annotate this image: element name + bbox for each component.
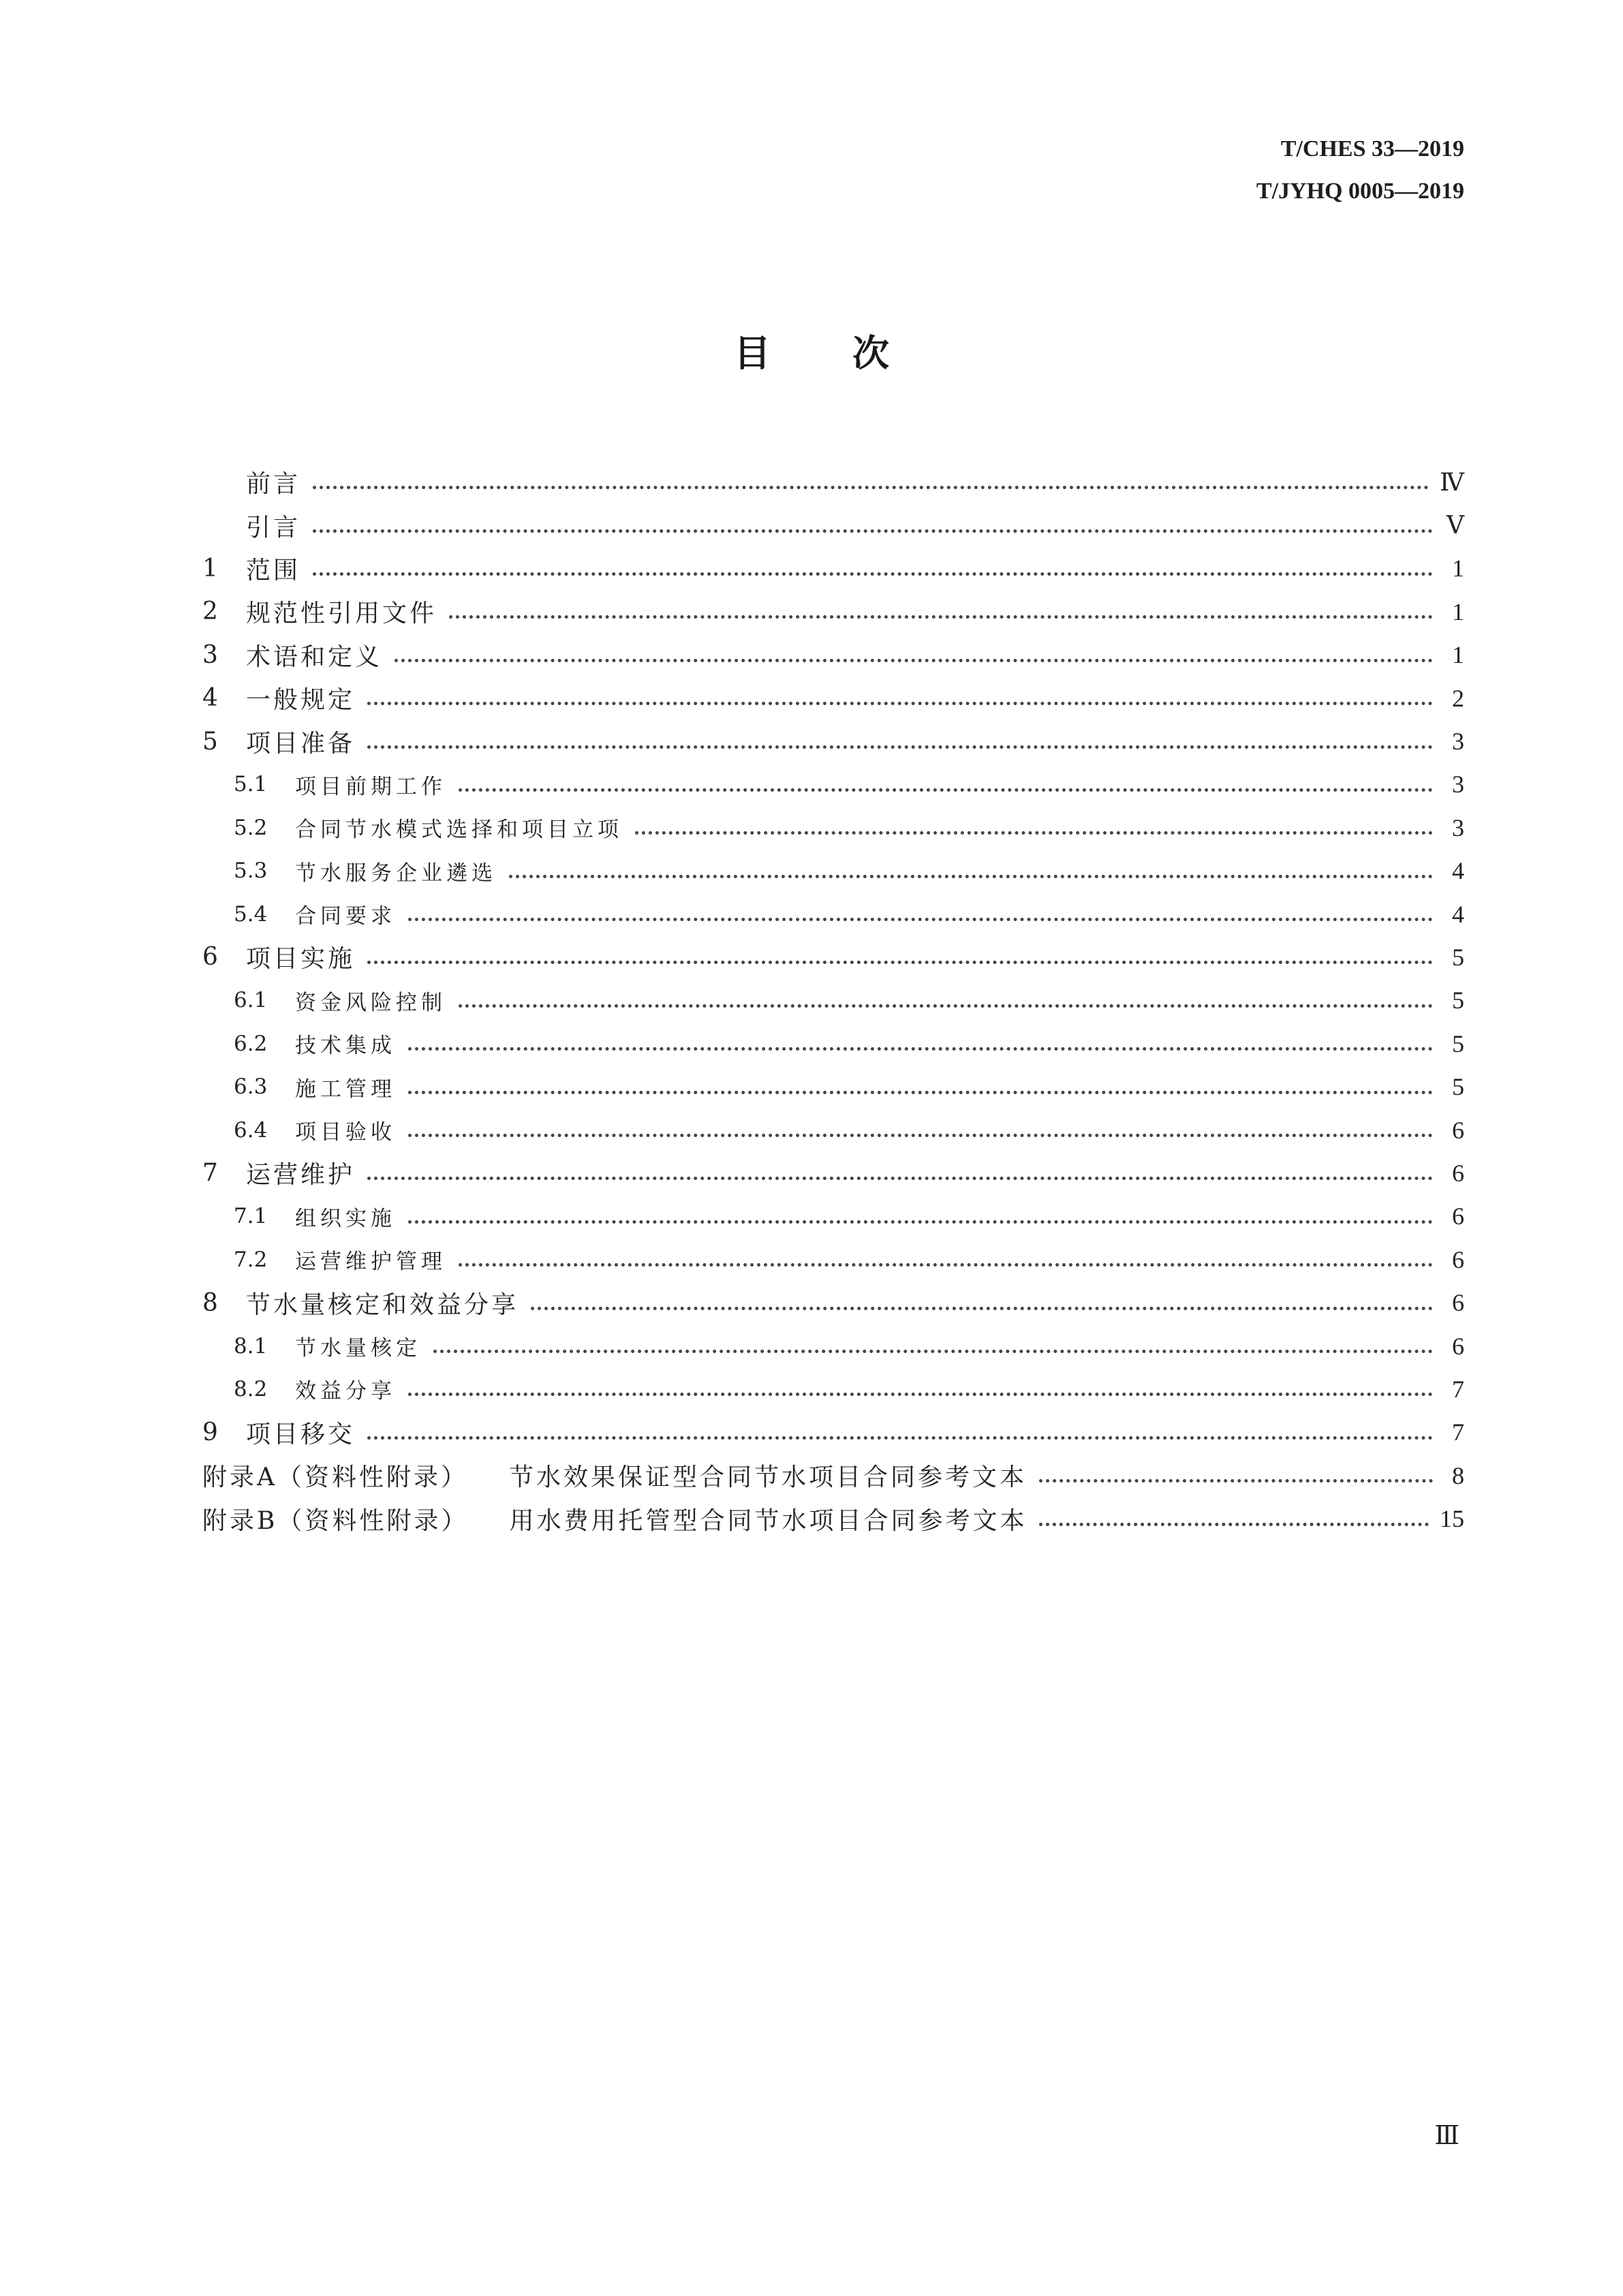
toc-entry-page: 7: [1452, 1375, 1464, 1403]
toc-entry-title: 规范性引用文件: [246, 600, 437, 628]
toc-entry-title: 资金风险控制: [295, 990, 446, 1015]
toc-entry-leader-dots: [313, 529, 1433, 533]
toc-entry-title: 节水服务企业遴选: [295, 860, 497, 886]
toc-entry[interactable]: [202, 1065, 1464, 1108]
toc-entry-page: 5: [1452, 943, 1464, 971]
toc-entry-number: 6: [202, 943, 218, 972]
toc-entry-number: 6.2: [234, 1031, 268, 1056]
toc-entry-page: 6: [1452, 1116, 1464, 1144]
toc-entry-leader-dots: [313, 572, 1433, 576]
toc-entry-title: 节水量核定和效益分享: [246, 1290, 519, 1319]
toc-entry-title: 合同节水模式选择和项目立项: [295, 818, 623, 843]
toc-entry[interactable]: [202, 893, 1464, 935]
toc-entry[interactable]: [202, 590, 1464, 633]
toc-entry-appendix-label: 附录A（资料性附录）: [202, 1463, 468, 1492]
toc-entry-leader-dots: [635, 831, 1433, 835]
toc-entry-title: 引言: [246, 513, 301, 542]
toc-entry[interactable]: [202, 763, 1464, 806]
toc-entry-page: 2: [1452, 684, 1464, 712]
toc-entry-number: 5.4: [234, 901, 268, 927]
toc-entry-page: 8: [1452, 1461, 1464, 1489]
toc-entry-number: 9: [202, 1418, 218, 1446]
toc-entry-page: 1: [1452, 641, 1464, 669]
toc-entry-title: 合同要求: [295, 904, 396, 929]
toc-entry-page: Ⅳ: [1440, 468, 1464, 496]
toc-entry-page: 6: [1452, 1159, 1464, 1187]
toc-entry-leader-dots: [367, 745, 1433, 749]
toc-entry-title: 项目前期工作: [295, 774, 446, 799]
toc-entry-title: 施工管理: [295, 1076, 396, 1102]
toc-entry-page: Ⅴ: [1447, 512, 1464, 540]
toc-entry-title: 运营维护管理: [295, 1250, 446, 1275]
toc-entry-number: 5.3: [234, 858, 268, 884]
toc-entry-title: 效益分享: [295, 1379, 396, 1404]
toc-entry-number: 1: [202, 554, 218, 583]
toc-entry-title: 用水费用托管型合同节水项目合同参考文本: [509, 1506, 1027, 1535]
toc-entry-number: 8: [202, 1288, 218, 1317]
toc-entry-page: 4: [1452, 900, 1464, 928]
toc-entry-leader-dots: [395, 659, 1433, 662]
toc-entry-leader-dots: [408, 1220, 1433, 1224]
standard-code-jyhq: T/JYHQ 0005—2019: [1256, 179, 1464, 204]
toc-entry[interactable]: [202, 1195, 1464, 1238]
toc-entry-leader-dots: [459, 1263, 1433, 1267]
toc-entry-leader-dots: [509, 875, 1433, 878]
toc-entry-page: 6: [1452, 1203, 1464, 1230]
toc-entry-number: 4: [202, 684, 218, 713]
toc-entry-page: 15: [1440, 1505, 1464, 1533]
toc-entry-number: 5.1: [234, 772, 268, 797]
toc-entry[interactable]: [202, 677, 1464, 719]
toc-entry[interactable]: [202, 1324, 1464, 1367]
toc-entry[interactable]: [202, 503, 1464, 546]
toc-entry-title: 前言: [246, 470, 301, 499]
toc-entry-leader-dots: [408, 1393, 1433, 1396]
toc-entry-page: 3: [1452, 813, 1464, 841]
toc-entry-page: 5: [1452, 1073, 1464, 1101]
toc-entry-page: 6: [1452, 1245, 1464, 1273]
toc-entry-page: 1: [1452, 598, 1464, 625]
toc-entry-title: 项目准备: [246, 729, 356, 758]
page-title: 目次: [734, 331, 971, 375]
toc-entry-leader-dots: [367, 1436, 1433, 1440]
toc-entry-title: 技术集成: [295, 1034, 396, 1059]
toc-entry-title: 范围: [246, 556, 301, 585]
toc-entry-number: 2: [202, 598, 218, 626]
toc-entry[interactable]: [202, 461, 1464, 503]
toc-entry-title: 节水效果保证型合同节水项目合同参考文本: [509, 1463, 1027, 1492]
toc-entry-page: 1: [1452, 555, 1464, 583]
toc-entry-leader-dots: [367, 702, 1433, 705]
toc-entry-leader-dots: [408, 1091, 1433, 1094]
toc-entry-leader-dots: [408, 1134, 1433, 1137]
toc-entry-title: 一般规定: [246, 686, 356, 715]
toc-entry[interactable]: [202, 1108, 1464, 1151]
toc-entry-page: 3: [1452, 771, 1464, 798]
toc-entry[interactable]: [202, 1238, 1464, 1281]
toc-entry-leader-dots: [449, 615, 1433, 619]
toc-entry-number: 7: [202, 1159, 218, 1188]
toc-entry-leader-dots: [1039, 1479, 1433, 1483]
toc-entry-leader-dots: [531, 1307, 1433, 1310]
toc-entry-title: 项目移交: [246, 1420, 356, 1448]
toc-entry[interactable]: [202, 1151, 1464, 1194]
toc-entry-page: 5: [1452, 1029, 1464, 1057]
toc-entry-leader-dots: [408, 918, 1433, 921]
toc-entry[interactable]: [202, 979, 1464, 1022]
toc-entry[interactable]: [202, 1497, 1464, 1540]
toc-entry-number: 8.1: [234, 1333, 268, 1359]
toc-entry[interactable]: [202, 806, 1464, 849]
toc-entry[interactable]: [202, 1454, 1464, 1497]
toc-entry-leader-dots: [408, 1047, 1433, 1051]
toc-entry[interactable]: [202, 850, 1464, 893]
toc-entry-leader-dots: [459, 1004, 1433, 1008]
toc-entry[interactable]: [202, 1411, 1464, 1454]
toc-entry[interactable]: [202, 935, 1464, 978]
toc-entry[interactable]: [202, 719, 1464, 762]
toc-entry-number: 6.3: [234, 1074, 268, 1100]
toc-entry-number: 8.2: [234, 1376, 268, 1401]
toc-entry-number: 3: [202, 640, 218, 669]
toc-entry-title: 项目验收: [295, 1120, 396, 1145]
toc-entry-page: 6: [1452, 1289, 1464, 1317]
standard-codes: [1256, 128, 1464, 213]
toc-entry-leader-dots: [367, 1177, 1433, 1180]
toc-entry-title: 运营维护: [246, 1161, 356, 1190]
toc-entry[interactable]: [202, 547, 1464, 590]
toc-entry-title: 组织实施: [295, 1206, 396, 1231]
toc-entry[interactable]: [202, 1022, 1464, 1065]
toc-entry-page: 7: [1452, 1418, 1464, 1446]
toc-entry-number: 5.2: [234, 815, 268, 840]
toc-entry-title: 项目实施: [246, 945, 356, 974]
toc-entry-appendix-label: 附录B（资料性附录）: [202, 1506, 469, 1535]
toc-entry-number: 6.4: [234, 1117, 268, 1143]
toc-entry-leader-dots: [313, 486, 1429, 489]
toc-entry-leader-dots: [1039, 1523, 1429, 1526]
toc-entry-leader-dots: [367, 961, 1433, 964]
toc-entry-title: 术语和定义: [246, 642, 383, 671]
toc-entry-number: 5: [202, 727, 218, 756]
toc-entry-title: 节水量核定: [295, 1336, 421, 1361]
toc-entry-page: 6: [1452, 1332, 1464, 1360]
page-number: Ⅲ: [1434, 2122, 1459, 2150]
standard-code-ches: T/CHES 33—2019: [1280, 136, 1464, 161]
toc-entry-page: 5: [1452, 987, 1464, 1014]
toc-entry-number: 7.2: [234, 1247, 268, 1272]
toc-entry-page: 3: [1452, 728, 1464, 756]
toc-entry-number: 6.1: [234, 988, 268, 1013]
toc-entry[interactable]: [202, 1367, 1464, 1410]
toc-entry[interactable]: [202, 634, 1464, 677]
toc-entry-number: 7.1: [234, 1204, 268, 1229]
toc-entry-leader-dots: [459, 788, 1433, 792]
toc-entry[interactable]: [202, 1281, 1464, 1324]
toc-entry-leader-dots: [433, 1350, 1433, 1353]
toc-entry-page: 4: [1452, 857, 1464, 885]
table-of-contents: [202, 461, 1464, 1540]
